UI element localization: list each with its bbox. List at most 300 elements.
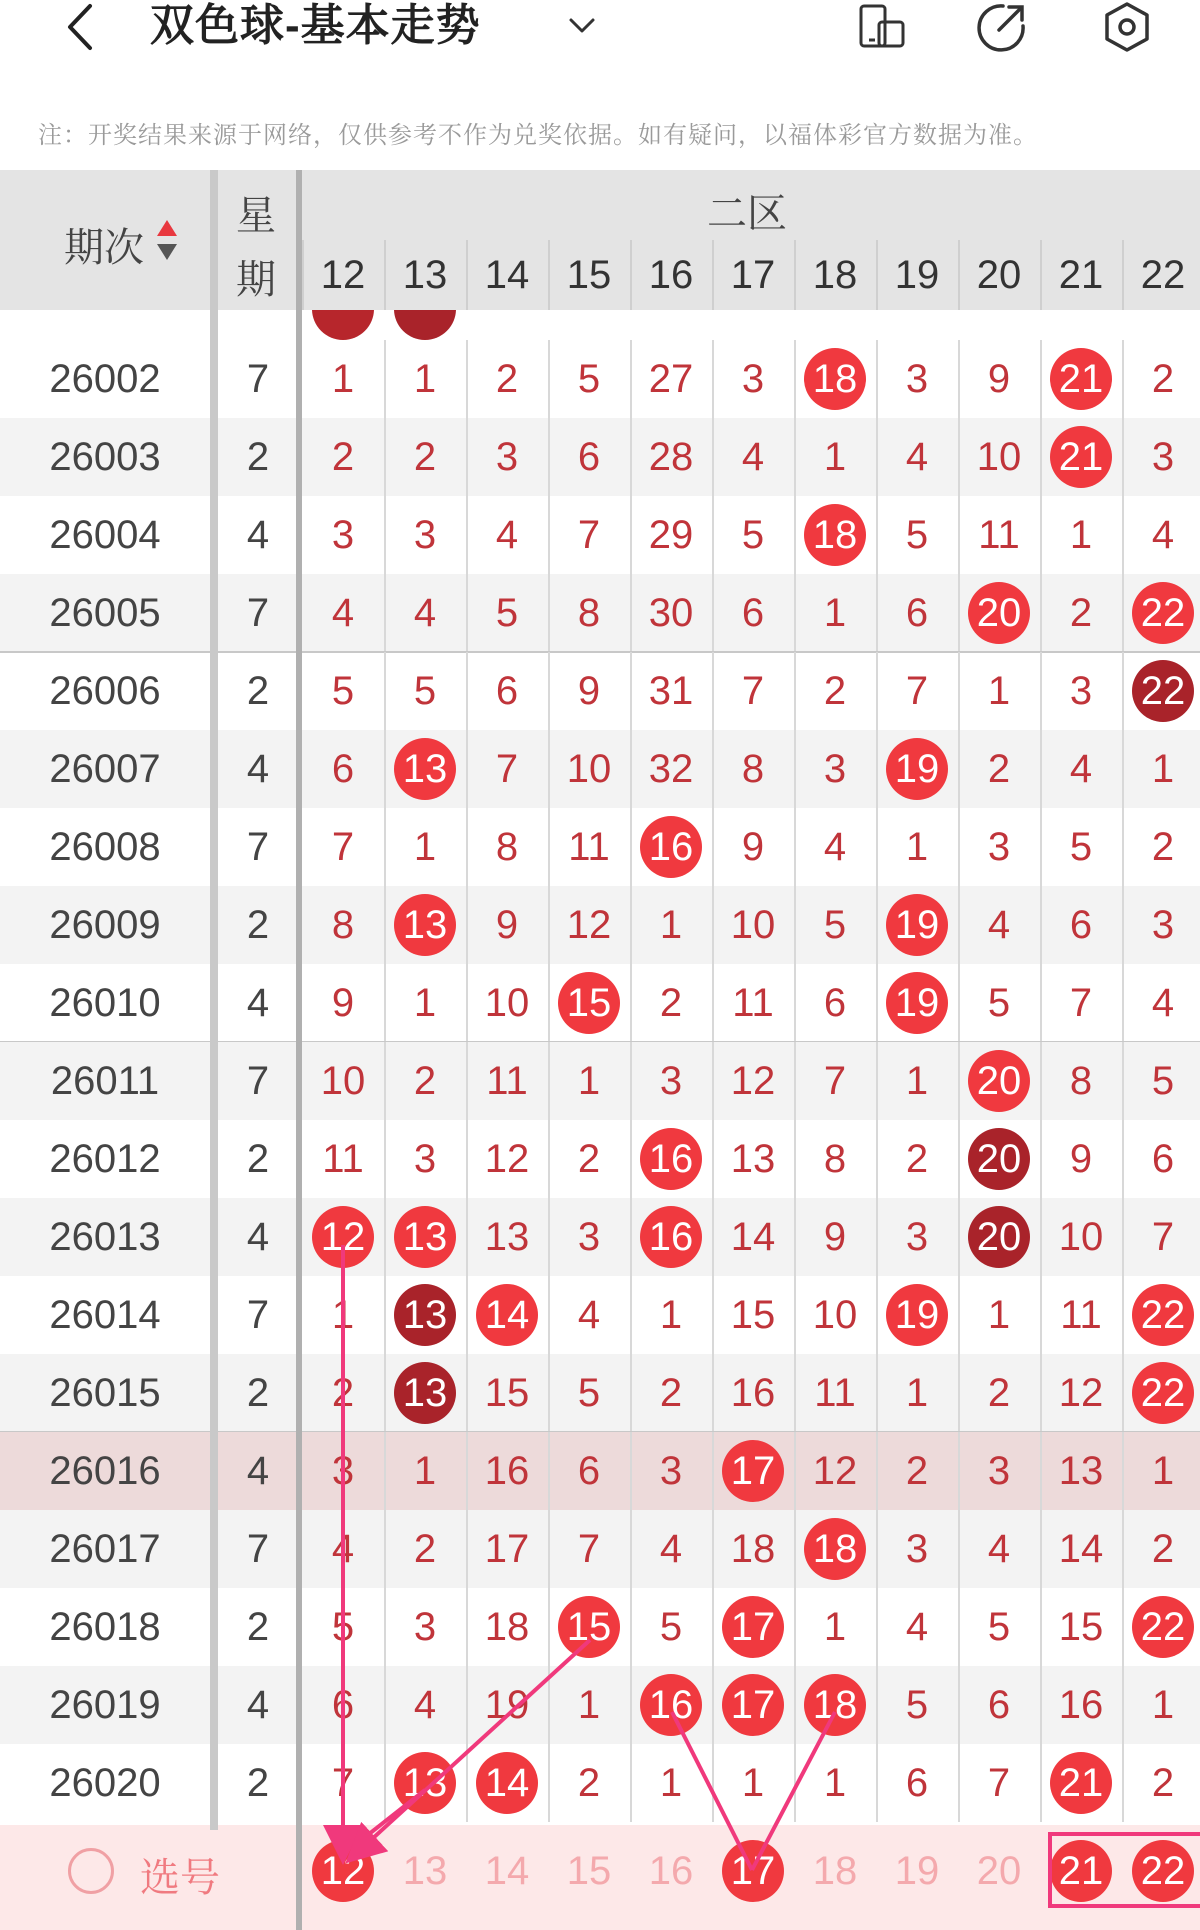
grid-line — [794, 1276, 796, 1354]
grid-line — [876, 886, 878, 964]
grid-line — [466, 964, 468, 1042]
omission-cell: 3 — [905, 1527, 929, 1571]
grid-line — [712, 730, 714, 808]
pick-number-selected[interactable]: 22 — [1132, 1840, 1194, 1902]
grid-line — [548, 1666, 550, 1744]
grid-line — [466, 1120, 468, 1198]
grid-line — [548, 496, 550, 574]
grid-line — [958, 1276, 960, 1354]
drawn-ball: 18 — [804, 348, 866, 410]
drawn-ball: 19 — [886, 738, 948, 800]
omission-cell: 9 — [987, 357, 1011, 401]
omission-cell: 1 — [987, 669, 1011, 713]
omission-cell: 9 — [741, 825, 765, 869]
omission-cell: 3 — [1069, 669, 1093, 713]
omission-cell: 5 — [905, 513, 929, 557]
pick-number[interactable]: 19 — [894, 1849, 940, 1893]
omission-cell: 4 — [495, 513, 519, 557]
omission-cell: 4 — [413, 1683, 437, 1727]
drawn-ball: 15 — [558, 972, 620, 1034]
omission-cell: 8 — [1069, 1059, 1093, 1103]
omission-cell: 28 — [648, 435, 694, 479]
week-cell: 2 — [246, 1137, 270, 1181]
drawn-ball: 12 — [312, 1206, 374, 1268]
grid-line — [548, 1120, 550, 1198]
hit-cell — [384, 1354, 466, 1432]
grid-line — [548, 340, 550, 418]
omission-cell: 4 — [577, 1293, 601, 1337]
grid-line — [630, 1432, 632, 1510]
grid-line — [712, 1198, 714, 1276]
drawn-ball: 13 — [394, 1362, 456, 1424]
grid-line — [466, 808, 468, 886]
omission-cell: 13 — [484, 1215, 530, 1259]
table-row — [0, 1120, 1200, 1198]
omission-cell: 3 — [987, 825, 1011, 869]
grid-line — [1122, 1276, 1124, 1354]
grid-line — [384, 1354, 386, 1432]
omission-cell: 1 — [413, 981, 437, 1025]
grid-line — [548, 1042, 550, 1120]
grid-line — [630, 496, 632, 574]
hit-cell — [794, 496, 876, 574]
grid-line — [712, 496, 714, 574]
grid-line — [876, 1588, 878, 1666]
grid-line — [794, 730, 796, 808]
chevron-left-icon[interactable] — [60, 2, 100, 52]
grid-line — [1122, 1432, 1124, 1510]
grid-line — [1040, 886, 1042, 964]
select-radio[interactable] — [68, 1848, 114, 1894]
grid-line — [384, 1276, 386, 1354]
omission-cell: 14 — [730, 1215, 776, 1259]
period-cell: 26008 — [49, 825, 161, 869]
grid-line — [548, 1276, 550, 1354]
column-header-22: 22 — [1122, 240, 1200, 310]
omission-cell: 1 — [413, 1449, 437, 1493]
grid-line — [1040, 1744, 1042, 1822]
table-row — [0, 886, 1200, 964]
omission-cell: 3 — [577, 1215, 601, 1259]
pick-number-selected[interactable]: 17 — [722, 1840, 784, 1902]
period-cell: 26015 — [49, 1371, 161, 1415]
period-cell: 26007 — [49, 747, 161, 791]
grid-line — [876, 808, 878, 886]
pick-number[interactable]: 20 — [976, 1849, 1022, 1893]
hit-cell — [876, 730, 958, 808]
hit-cell — [1122, 1276, 1200, 1354]
grid-line — [384, 1042, 386, 1120]
week-header-top: 星 — [236, 194, 276, 238]
table-row — [0, 652, 1200, 730]
omission-cell: 11 — [322, 1137, 364, 1181]
grid-line — [794, 1666, 796, 1744]
grid-line — [1040, 652, 1042, 730]
grid-line — [876, 418, 878, 496]
omission-cell: 10 — [566, 747, 612, 791]
omission-cell: 6 — [741, 591, 765, 635]
grid-line — [794, 964, 796, 1042]
omission-cell: 5 — [659, 1605, 683, 1649]
drawn-ball: 22 — [1132, 1596, 1194, 1658]
week-cell: 2 — [246, 1761, 270, 1805]
drawn-ball: 17 — [722, 1674, 784, 1736]
grid-line — [712, 886, 714, 964]
phone-rotate-icon[interactable] — [855, 0, 909, 54]
column-header-13: 13 — [384, 240, 464, 310]
column-header-20: 20 — [958, 240, 1038, 310]
pick-number[interactable]: 15 — [566, 1849, 612, 1893]
omission-cell: 29 — [648, 513, 694, 557]
grid-line — [794, 340, 796, 418]
omission-cell: 1 — [413, 825, 437, 869]
drawn-ball: 13 — [394, 1206, 456, 1268]
grid-line — [876, 1432, 878, 1510]
omission-cell: 5 — [987, 1605, 1011, 1649]
table-row — [0, 1198, 1200, 1276]
omission-cell: 4 — [741, 435, 765, 479]
hit-cell — [630, 1120, 712, 1198]
period-cell: 26011 — [50, 1059, 160, 1103]
grid-line — [384, 652, 386, 730]
grid-line — [1040, 1432, 1042, 1510]
grid-line — [876, 1744, 878, 1822]
omission-cell: 6 — [987, 1683, 1011, 1727]
grid-line — [466, 886, 468, 964]
grid-line — [384, 340, 386, 418]
hit-cell — [1122, 652, 1200, 730]
grid-line — [630, 1666, 632, 1744]
grid-line — [1040, 1042, 1042, 1120]
omission-cell: 7 — [987, 1761, 1011, 1805]
omission-cell: 10 — [730, 903, 776, 947]
grid-line — [712, 1510, 714, 1588]
table-row — [0, 1510, 1200, 1588]
omission-cell: 2 — [413, 1059, 437, 1103]
grid-line — [794, 574, 796, 652]
grid-line — [1040, 496, 1042, 574]
grid-line — [876, 1198, 878, 1276]
omission-cell: 2 — [577, 1761, 601, 1805]
drawn-ball: 20 — [968, 582, 1030, 644]
omission-cell: 3 — [413, 513, 437, 557]
grid-line — [384, 808, 386, 886]
week-cell: 2 — [246, 1605, 270, 1649]
omission-cell: 9 — [823, 1215, 847, 1259]
week-cell: 7 — [246, 1059, 270, 1103]
period-cell: 26003 — [49, 435, 161, 479]
hit-cell — [384, 730, 466, 808]
period-cell: 26010 — [49, 981, 161, 1025]
grid-line — [958, 1120, 960, 1198]
grid-line — [630, 1042, 632, 1120]
grid-line — [630, 574, 632, 652]
pick-number[interactable]: 16 — [648, 1849, 694, 1893]
grid-line — [466, 1666, 468, 1744]
omission-cell: 4 — [905, 1605, 929, 1649]
omission-cell: 6 — [577, 435, 601, 479]
omission-cell: 31 — [648, 669, 694, 713]
omission-cell: 2 — [987, 1371, 1011, 1415]
grid-line — [384, 418, 386, 496]
hit-cell — [1122, 1588, 1200, 1666]
drawn-ball: 20 — [968, 1206, 1030, 1268]
hit-cell — [958, 1042, 1040, 1120]
omission-cell: 7 — [331, 1761, 355, 1805]
week-cell: 2 — [246, 1371, 270, 1415]
grid-line — [794, 1120, 796, 1198]
grid-line — [712, 808, 714, 886]
drawn-ball: 16 — [640, 816, 702, 878]
omission-cell: 10 — [484, 981, 530, 1025]
hit-cell — [384, 1744, 466, 1822]
grid-line — [548, 808, 550, 886]
period-header-cell[interactable] — [0, 170, 210, 310]
omission-cell: 5 — [905, 1683, 929, 1727]
drawn-ball: 21 — [1050, 426, 1112, 488]
omission-cell: 16 — [1058, 1683, 1104, 1727]
omission-cell: 17 — [484, 1527, 530, 1571]
pick-number-selected[interactable]: 21 — [1050, 1840, 1112, 1902]
grid-line — [1040, 730, 1042, 808]
pick-label[interactable]: 选号 — [140, 1856, 220, 1900]
grid-line — [1040, 418, 1042, 496]
grid-line — [384, 1744, 386, 1822]
share-icon[interactable] — [975, 0, 1029, 54]
grid-line — [794, 418, 796, 496]
drawn-ball: 14 — [476, 1752, 538, 1814]
grid-line — [1040, 808, 1042, 886]
omission-cell: 7 — [577, 513, 601, 557]
omission-cell: 2 — [331, 1371, 355, 1415]
drawn-ball: 16 — [640, 1206, 702, 1268]
grid-line — [1040, 1120, 1042, 1198]
omission-cell: 2 — [1151, 1761, 1175, 1805]
drawn-ball: 22 — [1132, 1284, 1194, 1346]
grid-line — [384, 964, 386, 1042]
hit-cell — [466, 1744, 548, 1822]
omission-cell: 10 — [976, 435, 1022, 479]
omission-cell: 6 — [1069, 903, 1093, 947]
omission-cell: 5 — [331, 669, 355, 713]
omission-cell: 1 — [905, 1371, 929, 1415]
grid-line — [794, 886, 796, 964]
omission-cell: 1 — [1151, 747, 1175, 791]
grid-line — [548, 730, 550, 808]
omission-cell: 8 — [495, 825, 519, 869]
grid-line — [1040, 964, 1042, 1042]
sort-icon[interactable] — [156, 218, 178, 262]
pick-number-selected[interactable]: 12 — [312, 1840, 374, 1902]
grid-line — [384, 886, 386, 964]
column-header-19: 19 — [876, 240, 956, 310]
period-cell: 26019 — [49, 1683, 161, 1727]
period-cell: 26005 — [49, 591, 161, 635]
drawn-ball: 20 — [968, 1050, 1030, 1112]
week-cell: 2 — [246, 903, 270, 947]
grid-line — [630, 652, 632, 730]
column-header-21: 21 — [1040, 240, 1120, 310]
omission-cell: 3 — [741, 357, 765, 401]
grid-line — [630, 1354, 632, 1432]
grid-line — [1040, 1198, 1042, 1276]
period-cell: 26004 — [49, 513, 161, 557]
grid-line — [384, 1510, 386, 1588]
pick-number[interactable]: 18 — [812, 1849, 858, 1893]
omission-cell: 3 — [331, 513, 355, 557]
omission-cell: 5 — [1151, 1059, 1175, 1103]
omission-cell: 4 — [987, 1527, 1011, 1571]
settings-icon[interactable] — [1100, 0, 1154, 54]
omission-cell: 10 — [1058, 1215, 1104, 1259]
period-cell: 26012 — [49, 1137, 161, 1181]
hit-cell — [630, 1666, 712, 1744]
omission-cell: 7 — [1069, 981, 1093, 1025]
omission-cell: 1 — [741, 1761, 765, 1805]
grid-line — [466, 1276, 468, 1354]
hit-cell — [958, 1198, 1040, 1276]
omission-cell: 8 — [823, 1137, 847, 1181]
grid-line — [712, 1744, 714, 1822]
zone-header — [302, 170, 1200, 242]
page-title[interactable]: 双色球-基本走势 — [150, 1, 481, 50]
grid-line — [712, 652, 714, 730]
pick-number[interactable]: 13 — [402, 1849, 448, 1893]
omission-cell: 7 — [495, 747, 519, 791]
omission-cell: 6 — [1151, 1137, 1175, 1181]
grid-line — [466, 730, 468, 808]
omission-cell: 2 — [413, 435, 437, 479]
hit-cell — [384, 886, 466, 964]
hit-cell — [1040, 418, 1122, 496]
grid-line — [1040, 340, 1042, 418]
grid-line — [548, 886, 550, 964]
grid-line — [466, 1588, 468, 1666]
omission-cell: 4 — [331, 591, 355, 635]
grid-line — [1122, 418, 1124, 496]
omission-cell: 1 — [823, 435, 847, 479]
drawn-ball: 19 — [886, 972, 948, 1034]
grid-line — [958, 574, 960, 652]
hit-cell — [548, 964, 630, 1042]
omission-cell: 7 — [331, 825, 355, 869]
grid-line — [876, 1042, 878, 1120]
grid-line — [958, 1354, 960, 1432]
omission-cell: 12 — [484, 1137, 530, 1181]
week-cell: 7 — [246, 1293, 270, 1337]
omission-cell: 1 — [1151, 1449, 1175, 1493]
grid-line — [1122, 652, 1124, 730]
omission-cell: 30 — [648, 591, 694, 635]
period-cell: 26014 — [49, 1293, 161, 1337]
omission-cell: 3 — [1151, 903, 1175, 947]
drawn-ball: 14 — [476, 1284, 538, 1346]
hit-cell — [876, 1276, 958, 1354]
grid-line — [876, 964, 878, 1042]
hit-cell — [1040, 1744, 1122, 1822]
grid-line — [958, 1666, 960, 1744]
omission-cell: 11 — [732, 981, 774, 1025]
grid-line — [630, 418, 632, 496]
hit-cell — [794, 1510, 876, 1588]
column-divider — [296, 170, 302, 1930]
period-cell: 26020 — [49, 1761, 161, 1805]
chevron-down-icon[interactable] — [565, 8, 599, 42]
grid-line — [630, 730, 632, 808]
table-row — [0, 1042, 1200, 1120]
grid-line — [794, 1432, 796, 1510]
column-header-16: 16 — [630, 240, 710, 310]
pick-number[interactable]: 14 — [484, 1849, 530, 1893]
drawn-ball: 18 — [804, 504, 866, 566]
grid-line — [1040, 1354, 1042, 1432]
column-header-17: 17 — [712, 240, 792, 310]
table-row — [0, 418, 1200, 496]
omission-cell: 2 — [413, 1527, 437, 1571]
omission-cell: 19 — [484, 1683, 530, 1727]
omission-cell: 3 — [823, 747, 847, 791]
grid-line — [958, 808, 960, 886]
grid-line — [548, 1432, 550, 1510]
omission-cell: 4 — [1151, 981, 1175, 1025]
omission-cell: 6 — [905, 591, 929, 635]
omission-cell: 5 — [413, 669, 437, 713]
grid-line — [1122, 1666, 1124, 1744]
grid-line — [876, 1120, 878, 1198]
period-cell: 26016 — [49, 1449, 161, 1493]
grid-line — [630, 340, 632, 418]
table-row — [0, 1354, 1200, 1432]
omission-cell: 2 — [1151, 1527, 1175, 1571]
omission-cell: 12 — [812, 1449, 858, 1493]
table-row — [0, 808, 1200, 886]
omission-cell: 1 — [659, 1761, 683, 1805]
grid-line — [712, 1666, 714, 1744]
omission-cell: 5 — [577, 1371, 601, 1415]
omission-cell: 1 — [823, 1761, 847, 1805]
omission-cell: 2 — [659, 1371, 683, 1415]
omission-cell: 2 — [823, 669, 847, 713]
week-cell: 2 — [246, 669, 270, 713]
table-row — [0, 1432, 1200, 1510]
hit-cell — [876, 886, 958, 964]
drawn-ball: 21 — [1050, 348, 1112, 410]
hit-cell — [712, 1588, 794, 1666]
disclaimer-notice: 注：开奖结果来源于网络，仅供参考不作为兑奖依据。如有疑问，以福体彩官方数据为准。 — [38, 122, 1038, 149]
grid-line — [958, 1588, 960, 1666]
omission-cell: 9 — [1069, 1137, 1093, 1181]
omission-cell: 12 — [730, 1059, 776, 1103]
grid-line — [1122, 1744, 1124, 1822]
grid-line — [1040, 1510, 1042, 1588]
omission-cell: 3 — [659, 1059, 683, 1103]
omission-cell: 5 — [987, 981, 1011, 1025]
hit-cell — [1040, 340, 1122, 418]
omission-cell: 9 — [495, 903, 519, 947]
omission-cell: 12 — [1058, 1371, 1104, 1415]
grid-line — [1122, 1198, 1124, 1276]
drawn-ball: 22 — [1132, 660, 1194, 722]
hit-cell — [958, 1120, 1040, 1198]
grid-line — [630, 1120, 632, 1198]
omission-cell: 1 — [905, 825, 929, 869]
table-row — [0, 1276, 1200, 1354]
omission-cell: 1 — [823, 591, 847, 635]
grid-line — [466, 652, 468, 730]
drawn-ball: 22 — [1132, 582, 1194, 644]
period-cell: 26009 — [49, 903, 161, 947]
drawn-ball: 21 — [1050, 1752, 1112, 1814]
